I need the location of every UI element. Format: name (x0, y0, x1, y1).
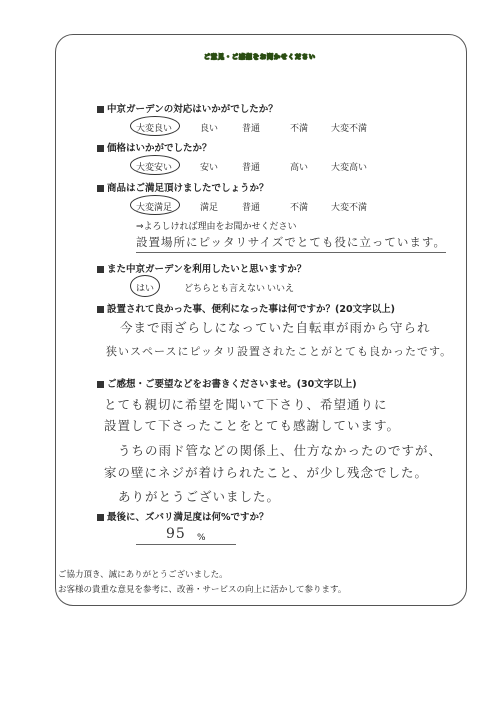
q1-option-1[interactable]: 大変良い (136, 124, 173, 134)
footer-note: お客様の貴重な意見を参考に、改善・サービスの向上に活かして参ります。 (58, 585, 347, 595)
q3-option-4[interactable]: 不満 (290, 203, 309, 213)
q2-option-5[interactable]: 大変高い (331, 163, 368, 173)
q6-answer-line-3[interactable]: うちの雨ド管などの関係上、仕方なかったのですが、 (118, 443, 443, 458)
q1-option-2[interactable]: 良い (200, 124, 219, 134)
square-bullet-icon (97, 306, 104, 313)
question-3 (97, 180, 269, 194)
q4-selection-circle (130, 275, 160, 297)
q6-answer-line-4[interactable]: 家の壁にネジが着けられたこと、が少し残念でした。 (104, 465, 429, 480)
q1-option-4[interactable]: 不満 (290, 124, 309, 134)
question-4 (97, 261, 306, 275)
q3-option-1[interactable]: 大変満足 (136, 203, 173, 213)
q4-option-3[interactable]: いいえ (267, 284, 295, 294)
q7-percent-unit: % (197, 533, 206, 543)
q3-reason-prompt: ⇒よろしければ理由をお聞かせください (136, 222, 297, 232)
q3-option-2[interactable]: 満足 (200, 203, 219, 213)
question-2 (97, 140, 212, 154)
q2-option-4[interactable]: 高い (290, 163, 309, 173)
square-bullet-icon (97, 106, 104, 113)
q2-selection-circle (130, 155, 180, 175)
q2-option-3[interactable]: 普通 (242, 163, 261, 173)
survey-title: ご意見・ご感想をお聞かせください (203, 54, 316, 61)
q4-option-1[interactable]: はい (136, 284, 155, 294)
question-5 (97, 301, 395, 315)
question-7-text: 最後に、ズバリ満足度は何%ですか？ (107, 512, 269, 523)
q1-option-5[interactable]: 大変不満 (331, 124, 368, 134)
square-bullet-icon (97, 381, 104, 388)
question-1-text: 中京ガーデンの対応はいかがでしたか？ (107, 104, 278, 115)
q3-option-5[interactable]: 大変不満 (331, 203, 368, 213)
q7-answer-line (136, 544, 236, 545)
q5-answer-line-2[interactable]: 狭いスペースにピッタリ設置されたことがとても良かったです。 (106, 345, 453, 358)
square-bullet-icon (97, 266, 104, 273)
q7-satisfaction-value[interactable]: 95 (166, 526, 186, 542)
footer-thanks: ご協力頂き、誠にありがとうございました。 (58, 570, 228, 580)
q2-option-1[interactable]: 大変安い (136, 163, 173, 173)
q3-option-3[interactable]: 普通 (242, 203, 261, 213)
q5-answer-line-1[interactable]: 今まで雨ざらしになっていた自転車が雨から守られ (120, 320, 431, 335)
q6-answer-line-5[interactable]: ありがとうございました。 (118, 489, 281, 504)
square-bullet-icon (97, 514, 104, 521)
q3-selection-circle (130, 195, 180, 215)
q2-option-2[interactable]: 安い (200, 163, 219, 173)
question-3-text: 商品はご満足頂けましたでしょうか？ (107, 183, 269, 194)
q4-option-2[interactable]: どちらとも言えない (184, 284, 266, 294)
q1-selection-circle (130, 116, 180, 136)
square-bullet-icon (97, 185, 104, 192)
question-1 (97, 101, 278, 115)
question-6 (97, 376, 357, 390)
question-5-text: 設置されて良かった事、便利になった事は何ですか？(20文字以上) (107, 304, 395, 315)
square-bullet-icon (97, 145, 104, 152)
question-6-text: ご感想・ご要望などをお書きくださいませ。(30文字以上) (107, 379, 357, 390)
question-4-text: また中京ガーデンを利用したいと思いますか？ (107, 264, 307, 275)
q6-answer-line-1[interactable]: とても親切に希望を聞いて下さり、希望通りに (104, 397, 388, 412)
q3-handwritten-answer[interactable]: 設置場所にピッタリサイズでとても役に立っています。 (136, 235, 446, 249)
question-2-text: 価格はいかがでしたか？ (107, 143, 212, 154)
q6-answer-line-2[interactable]: 設置して下さったことをとても感謝しています。 (104, 418, 401, 433)
q3-answer-line (136, 252, 446, 253)
q1-option-3[interactable]: 普通 (242, 124, 261, 134)
question-7 (97, 509, 269, 523)
